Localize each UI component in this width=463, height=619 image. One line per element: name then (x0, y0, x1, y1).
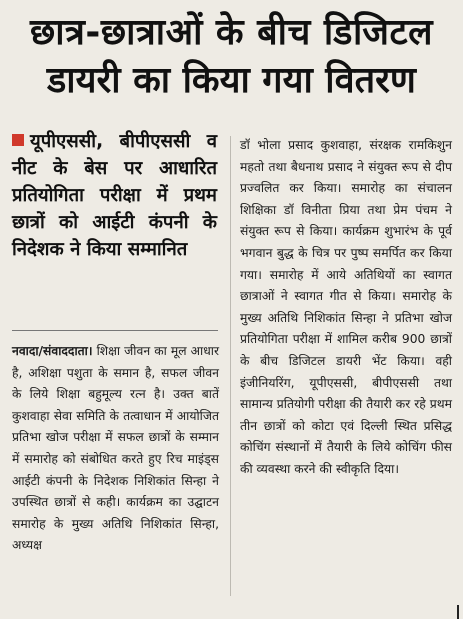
subheadline-divider (12, 330, 218, 331)
page-edge-mark (457, 605, 459, 619)
article-column-right (240, 135, 452, 481)
red-square-bullet-icon (12, 134, 24, 146)
article-right-body: डॉ भोला प्रसाद कुशवाहा, संरक्षक रामकिशुन महतो तथा बैधनाथ प्रसाद ने संयुक्त रूप से दीप प्रज्वलित कर किया। समारोह का संचालन शिक्षिका डॉ विनीता प्रिया तथा प्रेम पंचम ने संयुक्त रूप से किया। कार्यक्रम शुभारंभ के पूर्व भगवान बुद्ध के चित्र पर पुष्प समर्पित कर किया गया। समारोह में आये अतिथियों का स्वागत छात्राओं ने स्वागत गीत से किया। समारोह के मुख्य अतिथि निशिकांत सिन्हा ने प्रतिभा खोज प्रतियोगिता परीक्षा में शामिल करीब 900 छात्रों के बीच डिजिटल डायरी भेंट किया। वही इंजीनियरिंग, यूपीएससी, बीपीएससी तथा सामान्य प्रतियोगी परीक्षा की तैयारी कर रहे प्रथम तीन छात्रों को कोटा एवं दिल्ली स्थित प्रसिद्ध कोचिंग संस्थानों में तैयारी के लिये कोचिंग फीस की व्यवस्था करने की स्वीकृति दिया। (240, 138, 452, 476)
article-left-body: शिक्षा जीवन का मूल आधार है, अशिक्षा पशुता के समान है, सफल जीवन के लिये शिक्षा बहुमूल्य रत्न है। उक्त बातें कुशवाहा सेवा समिति के तत्वाधान में आयोजित प्रतिभा खोज परीक्षा में सफल छात्रों के सम्मान में समारोह को संबोधित करते हुए रिच माइंड्स आईटी कंपनी के निदेशक निशिकांत सिन्हा ने उपस्थित छात्रों से कही। कार्यक्रम का उद्घाटन समारोह के मुख्य अतिथि निशिकांत सिन्हा, अध्यक्ष (12, 344, 219, 553)
subheadline-text: यूपीएससी, बीपीएससी व नीट के बेस पर आधारित प्रतियोगिता परीक्षा में प्रथम छात्रों को आईटी कंपनी के निदेशक ने किया सम्मानित (12, 131, 217, 260)
headline (0, 10, 463, 104)
dateline: नवादा/संवाददाता। (12, 344, 93, 358)
article-column-left (12, 341, 219, 557)
column-divider (230, 136, 231, 596)
headline-line-1: छात्र-छात्राओं के बीच डिजिटल (29, 12, 434, 53)
subheadline (12, 128, 217, 263)
headline-line-2: डायरी का किया गया वितरण (47, 60, 416, 101)
